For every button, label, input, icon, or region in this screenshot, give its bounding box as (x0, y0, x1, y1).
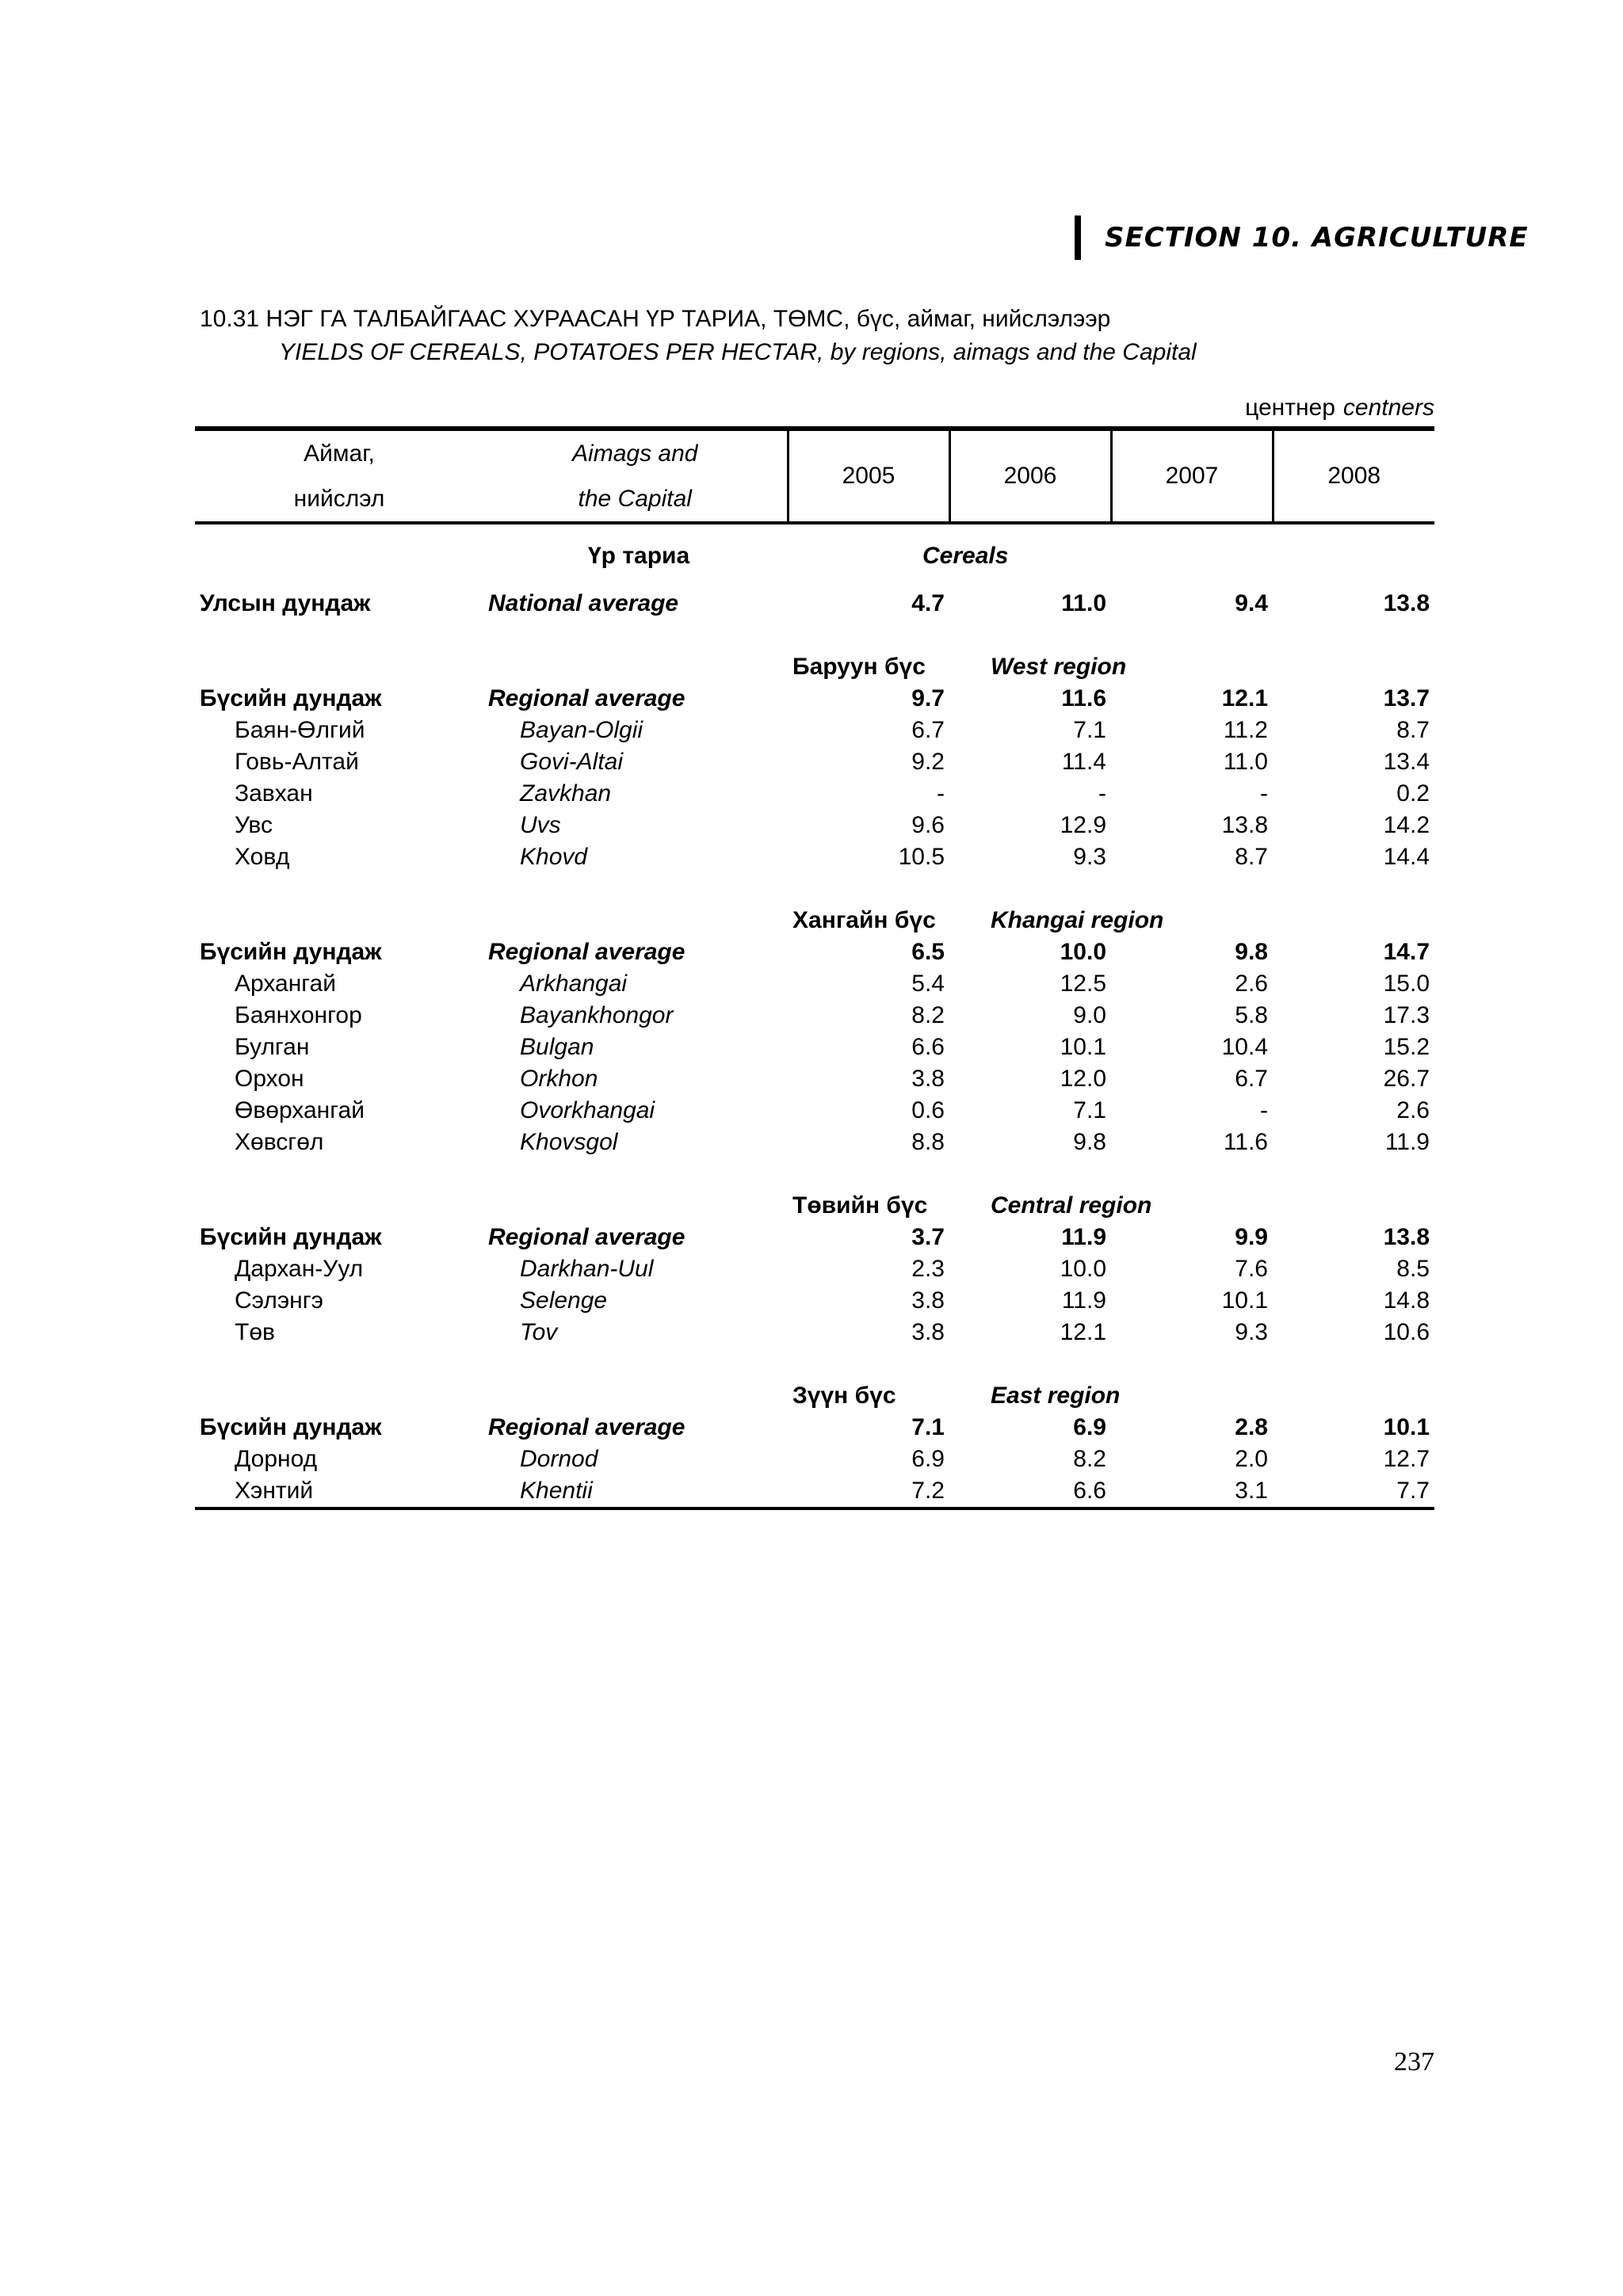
aimag-value: 0.2 (1396, 780, 1430, 807)
aimag-name-mn: Говь-Алтай (235, 749, 359, 775)
units-en: centners (1342, 395, 1434, 421)
region-header-row (195, 1190, 1434, 1222)
table-row (195, 1000, 1434, 1032)
header-year-2005: 2005 (788, 429, 949, 523)
region-spacer (195, 905, 483, 936)
region-name-mn: Хангайн бүс (792, 907, 936, 933)
table-row (195, 1285, 1434, 1317)
aimag-name-mn: Завхан (235, 780, 313, 807)
region-spacer (195, 651, 483, 683)
region-spacer (1273, 905, 1434, 936)
regional-average-value: 14.7 (1383, 939, 1430, 965)
section-title: SECTION 10. AGRICULTURE (1105, 222, 1529, 254)
aimag-value: 9.0 (1073, 1002, 1106, 1028)
table-row (195, 1032, 1434, 1063)
regional-average-value: 13.8 (1383, 1224, 1430, 1250)
aimag-name-en: Bulgan (520, 1034, 594, 1060)
aimag-value: 11.9 (1384, 1129, 1430, 1155)
region-name-mn: Баруун бүс (792, 654, 926, 680)
aimag-value: 7.1 (1073, 1097, 1106, 1123)
aimag-name-mn: Баян-Өлгий (235, 717, 365, 743)
aimag-name-mn: Ховд (235, 844, 290, 870)
aimag-value: 8.7 (1235, 844, 1268, 870)
region-spacer (195, 1190, 483, 1222)
region-header-row (195, 1380, 1434, 1412)
yields-table (195, 426, 1434, 1510)
aimag-value: 14.8 (1383, 1287, 1430, 1314)
aimag-value: 10.1 (1060, 1034, 1106, 1060)
regional-average-row (195, 1412, 1434, 1444)
aimag-name-en: Khovsgol (520, 1129, 618, 1155)
aimag-value: 6.6 (949, 1475, 1111, 1508)
aimag-name-en: Bayan-Olgii (520, 717, 643, 743)
regional-average-mn: Бүсийн дундаж (200, 939, 382, 965)
region-spacer (1273, 1190, 1434, 1222)
aimag-value: 7.6 (1235, 1256, 1268, 1282)
aimag-value: 9.6 (911, 812, 945, 838)
aimag-name-mn: Увс (235, 812, 273, 838)
region-name-mn: Төвийн бүс (792, 1192, 928, 1219)
header-aimag-mn: Аймаг, нийслэл (195, 429, 483, 523)
table-row (195, 1475, 1434, 1508)
aimag-name-mn: Булган (235, 1034, 310, 1060)
aimag-value: 17.3 (1383, 1002, 1430, 1028)
regional-average-value: 10.1 (1383, 1414, 1430, 1440)
aimag-value: 7.7 (1273, 1475, 1434, 1508)
national-average-mn: Улсын дундаж (200, 590, 371, 616)
region-header-row (195, 651, 1434, 683)
aimag-name-en: Orkhon (520, 1066, 598, 1092)
aimag-value: - (1098, 780, 1106, 807)
table-row (195, 746, 1434, 778)
aimag-value: 6.6 (911, 1034, 945, 1060)
national-value-2007: 9.4 (1235, 590, 1268, 616)
aimag-value: 13.8 (1221, 812, 1268, 838)
aimag-name-mn: Дархан-Уул (235, 1256, 364, 1282)
regional-average-value: 11.6 (1061, 685, 1106, 711)
regional-average-en: Regional average (488, 1224, 685, 1250)
aimag-value: 6.9 (911, 1446, 945, 1472)
aimag-value: 7.1 (1073, 717, 1106, 743)
aimag-value: 5.8 (1235, 1002, 1268, 1028)
aimag-name-en: Khovd (520, 844, 588, 870)
region-name-en: Khangai region (991, 907, 1164, 933)
regional-average-en: Regional average (488, 1414, 685, 1440)
aimag-value: - (1260, 780, 1268, 807)
national-value-2008: 13.8 (1383, 590, 1430, 616)
units-label (1245, 395, 1434, 421)
units-mn: центнер (1245, 395, 1335, 421)
aimag-name-en: Ovorkhangai (520, 1097, 655, 1123)
aimag-name-mn: Төв (235, 1319, 275, 1345)
aimag-value: 0.6 (911, 1097, 945, 1123)
aimag-value: 8.2 (1073, 1446, 1106, 1472)
aimag-value: 14.4 (1383, 844, 1430, 870)
regional-average-value: 12.1 (1221, 685, 1268, 711)
region-spacer (483, 651, 788, 683)
section-bar (1075, 215, 1081, 260)
regional-average-value: 9.8 (1235, 939, 1268, 965)
section-header (1075, 215, 1529, 260)
aimag-value: 3.8 (911, 1066, 945, 1092)
regional-average-value: 9.9 (1235, 1224, 1268, 1250)
aimag-value: 11.9 (1061, 1287, 1106, 1314)
aimag-value: 11.0 (1223, 749, 1268, 775)
table-title (200, 303, 1197, 369)
aimag-value: 2.3 (911, 1256, 945, 1282)
aimag-value: 14.2 (1383, 812, 1430, 838)
region-spacer (483, 1380, 788, 1412)
aimag-value: 3.8 (911, 1287, 945, 1314)
region-spacer (1273, 1380, 1434, 1412)
table-row (195, 1063, 1434, 1095)
table-header-row (195, 429, 1434, 523)
aimag-value: 26.7 (1383, 1066, 1430, 1092)
table-title-en: YIELDS OF CEREALS, POTATOES PER HECTAR, by regions, aimags and the Capital (279, 339, 1197, 365)
national-average-en: National average (488, 590, 679, 616)
aimag-value: 10.5 (898, 844, 945, 870)
region-name-mn: Зүүн бүс (792, 1383, 896, 1409)
regional-average-mn: Бүсийн дундаж (200, 1414, 382, 1440)
aimag-value: 8.5 (1396, 1256, 1430, 1282)
regional-average-row (195, 1222, 1434, 1253)
table-row (195, 778, 1434, 810)
table-row (195, 1253, 1434, 1285)
aimag-value: 15.0 (1383, 971, 1430, 997)
regional-average-value: 2.8 (1235, 1414, 1268, 1440)
regional-average-mn: Бүсийн дундаж (200, 685, 382, 711)
table-title-mn: 10.31 НЭГ ГА ТАЛБАЙГААС ХУРААСАН ҮР ТАРИА, ТӨМС, бүс, аймаг, нийслэлээр (200, 306, 1111, 332)
regional-average-mn: Бүсийн дундаж (200, 1224, 382, 1250)
regional-average-value: 11.9 (1061, 1224, 1106, 1250)
regional-average-value: 10.0 (1060, 939, 1106, 965)
aimag-name-en: Uvs (520, 812, 561, 838)
aimag-name-en: Bayankhongor (520, 1002, 674, 1028)
table-row (195, 968, 1434, 1000)
aimag-value: 5.4 (911, 971, 945, 997)
aimag-value: 12.9 (1060, 812, 1106, 838)
aimag-name-en: Dornod (520, 1446, 598, 1472)
table-row (195, 1095, 1434, 1127)
regional-average-value: 7.1 (911, 1414, 945, 1440)
regional-average-en: Regional average (488, 685, 685, 711)
aimag-value: 2.6 (1396, 1097, 1430, 1123)
aimag-name-en: Khentii (483, 1475, 788, 1508)
header-year-2006: 2006 (949, 429, 1111, 523)
region-spacer (483, 1190, 788, 1222)
regional-average-value: 13.7 (1383, 685, 1430, 711)
national-value-2006: 11.0 (1061, 590, 1106, 616)
aimag-name-mn: Дорнод (235, 1446, 318, 1472)
regional-average-row (195, 683, 1434, 715)
section-label-en: Cereals (922, 543, 1009, 569)
aimag-name-mn: Орхон (235, 1066, 304, 1092)
region-spacer (483, 905, 788, 936)
aimag-name-mn: Хэнтий (195, 1475, 483, 1508)
aimag-value: 15.2 (1383, 1034, 1430, 1060)
regional-average-value: 6.9 (1073, 1414, 1106, 1440)
page-number: 237 (1394, 2047, 1434, 2077)
table-row (195, 715, 1434, 746)
aimag-value: 9.2 (911, 749, 945, 775)
regional-average-row (195, 936, 1434, 968)
region-name-en: West region (991, 654, 1127, 680)
aimag-value: - (1260, 1097, 1268, 1123)
aimag-value: 12.1 (1060, 1319, 1106, 1345)
aimag-value: 8.7 (1396, 717, 1430, 743)
regional-average-en: Regional average (488, 939, 685, 965)
aimag-value: 9.8 (1073, 1129, 1106, 1155)
aimag-name-en: Arkhangai (520, 971, 628, 997)
region-spacer (1273, 651, 1434, 683)
table-row (195, 1317, 1434, 1348)
aimag-name-en: Selenge (520, 1287, 608, 1314)
aimag-value: 2.6 (1235, 971, 1268, 997)
national-average-row (195, 588, 1434, 620)
table-row (195, 1444, 1434, 1475)
aimag-name-en: Tov (520, 1319, 558, 1345)
aimag-name-en: Darkhan-Uul (520, 1256, 654, 1282)
section-label-mn: Үр тариа (588, 543, 690, 569)
aimag-value: 7.2 (788, 1475, 949, 1508)
header-aimag-en: Aimags and the Capital (483, 429, 788, 523)
aimag-value: 2.0 (1235, 1446, 1268, 1472)
aimag-value: 9.3 (1073, 844, 1106, 870)
table-row (195, 1127, 1434, 1158)
region-name-en: Central region (991, 1192, 1152, 1219)
aimag-name-mn: Сэлэнгэ (235, 1287, 323, 1314)
aimag-name-mn: Хөвсгөл (235, 1129, 324, 1155)
region-name-en: East region (991, 1383, 1121, 1409)
aimag-name-mn: Өвөрхангай (235, 1097, 365, 1123)
aimag-value: 8.2 (911, 1002, 945, 1028)
national-value-2005: 4.7 (911, 590, 945, 616)
aimag-value: 12.5 (1060, 971, 1106, 997)
aimag-value: 10.6 (1383, 1319, 1430, 1345)
aimag-value: - (937, 780, 945, 807)
region-spacer (195, 1380, 483, 1412)
aimag-name-mn: Баянхонгор (235, 1002, 362, 1028)
aimag-value: 11.2 (1223, 717, 1268, 743)
aimag-value: 10.0 (1060, 1256, 1106, 1282)
header-year-2008: 2008 (1273, 429, 1434, 523)
aimag-value: 6.7 (911, 717, 945, 743)
aimag-value: 3.1 (1111, 1475, 1273, 1508)
aimag-value: 12.0 (1060, 1066, 1106, 1092)
aimag-value: 11.4 (1061, 749, 1106, 775)
table-row (195, 810, 1434, 841)
aimag-value: 9.3 (1235, 1319, 1268, 1345)
aimag-name-en: Govi-Altai (520, 749, 624, 775)
aimag-value: 12.7 (1383, 1446, 1430, 1472)
aimag-name-en: Zavkhan (520, 780, 612, 807)
table-row (195, 841, 1434, 873)
aimag-value: 8.8 (911, 1129, 945, 1155)
regional-average-value: 3.7 (911, 1224, 945, 1250)
aimag-value: 10.4 (1221, 1034, 1268, 1060)
section-row-cereals (195, 540, 1434, 572)
aimag-name-mn: Архангай (235, 971, 336, 997)
aimag-value: 6.7 (1235, 1066, 1268, 1092)
region-header-row (195, 905, 1434, 936)
regional-average-value: 9.7 (911, 685, 945, 711)
regional-average-value: 6.5 (911, 939, 945, 965)
header-year-2007: 2007 (1111, 429, 1273, 523)
aimag-value: 3.8 (911, 1319, 945, 1345)
aimag-value: 10.1 (1221, 1287, 1268, 1314)
aimag-value: 11.6 (1223, 1129, 1268, 1155)
aimag-value: 13.4 (1383, 749, 1430, 775)
